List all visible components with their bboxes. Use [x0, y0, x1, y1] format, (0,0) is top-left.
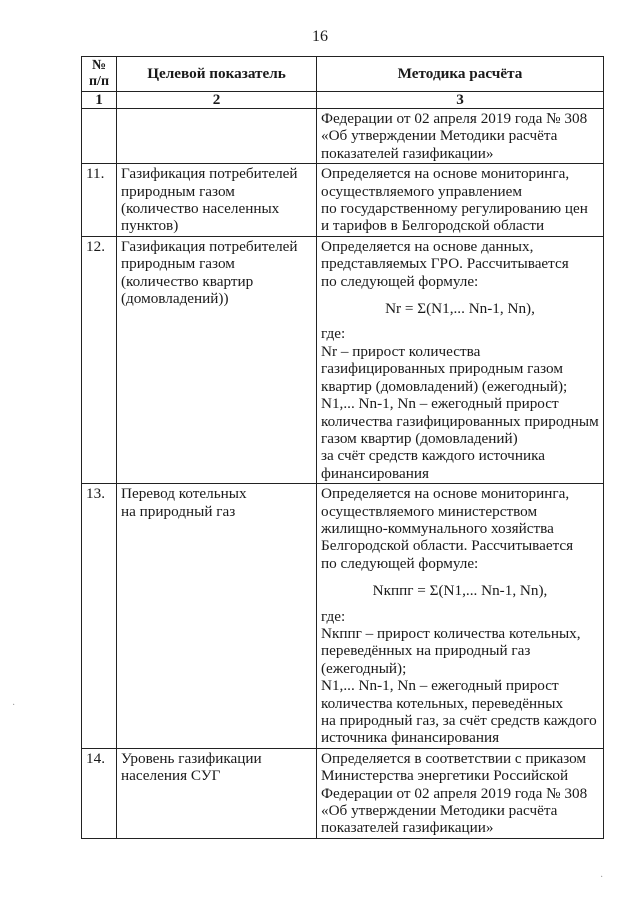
- formula: Nr = Σ(N1,... Nn-1, Nn),: [385, 300, 535, 318]
- table-row-11: [82, 164, 604, 237]
- column-number-1: 1: [82, 92, 117, 109]
- method-cell: [317, 484, 604, 749]
- indicator-cell: [117, 748, 317, 838]
- method-line: квартир (домовладений) (ежегодный);: [321, 377, 568, 395]
- method-line: Министерства энергетики Российской: [321, 767, 569, 785]
- scan-speck: ·: [12, 700, 16, 711]
- column-number-2: 2: [117, 92, 317, 109]
- method-cell: [317, 236, 604, 483]
- method-cell: [317, 748, 604, 838]
- row-number-empty: [82, 109, 117, 164]
- indicator-empty: [117, 109, 317, 164]
- method-cell: [317, 109, 604, 164]
- indicator-cell: [117, 236, 317, 483]
- method-line: Nr – прирост количества: [321, 342, 481, 360]
- indicator-line: природным газом: [121, 255, 235, 273]
- formula: Nкппг = Σ(N1,... Nn-1, Nn),: [372, 582, 548, 600]
- indicator-line: пунктов): [121, 217, 179, 235]
- method-line: «Об утверждении Методики расчёта: [321, 802, 558, 820]
- indicator-line: Уровень газификации: [121, 749, 262, 767]
- method-line: осуществляемого министерством: [321, 502, 538, 520]
- row-number: 13.: [82, 484, 117, 749]
- method-line: представляемых ГРО. Рассчитывается: [321, 255, 569, 273]
- indicator-line: Газификация потребителей: [121, 237, 298, 255]
- method-line: на природный газ, за счёт средств каждого: [321, 712, 597, 729]
- header-method: Методика расчёта: [317, 57, 604, 92]
- indicator-line: (количество населенных: [121, 200, 280, 218]
- indicator-cell: [117, 164, 317, 237]
- indicator-line: природным газом: [121, 182, 235, 200]
- scan-speck: ·: [600, 872, 604, 883]
- method-line: Определяется на основе данных,: [321, 237, 534, 255]
- indicator-line: Перевод котельных: [121, 485, 247, 503]
- method-cell: [317, 164, 604, 237]
- method-line: по следующей формуле:: [321, 272, 479, 290]
- row-number: 12.: [82, 236, 117, 483]
- method-line: газифицированных природным газом: [321, 360, 563, 378]
- table-row-14: [82, 748, 604, 838]
- method-line: Федерации от 02 апреля 2019 года № 308: [321, 110, 588, 127]
- header-indicator: Целевой показатель: [117, 57, 317, 92]
- method-line: за счёт средств каждого источника: [321, 447, 545, 465]
- method-line: (ежегодный);: [321, 659, 407, 677]
- page-number: 16: [312, 28, 328, 45]
- method-line: газом квартир (домовладений): [321, 429, 518, 447]
- method-line: осуществляемого управлением: [321, 182, 522, 200]
- row-number: 11.: [82, 164, 117, 237]
- indicator-line: Газификация потребителей: [121, 165, 298, 183]
- method-line: финансирования: [321, 464, 429, 482]
- method-line: и тарифов в Белгородской области: [321, 217, 545, 235]
- column-number-3: 3: [317, 92, 604, 109]
- method-line: «Об утверждении Методики расчёта: [321, 127, 558, 145]
- method-line: Определяется в соответствии с приказом: [321, 749, 587, 767]
- row-number: 14.: [82, 748, 117, 838]
- method-line: N1,... Nn-1, Nn – ежегодный прирост: [321, 677, 559, 695]
- indicator-line: (количество квартир: [121, 272, 254, 290]
- method-line: Определяется на основе мониторинга,: [321, 165, 570, 183]
- method-line: по государственному регулированию цен: [321, 200, 588, 218]
- indicator-line: (домовладений)): [121, 290, 229, 308]
- table-row-continuation: [82, 109, 604, 164]
- method-line: жилищно-коммунального хозяйства: [321, 519, 554, 537]
- indicators-table: [81, 56, 604, 839]
- method-line: где:: [321, 607, 346, 625]
- table-row-12: [82, 236, 604, 483]
- method-line: по следующей формуле:: [321, 554, 479, 572]
- method-line: источника финансирования: [321, 729, 500, 747]
- indicator-line: населения СУГ: [121, 767, 221, 785]
- method-line: Белгородской области. Рассчитывается: [321, 537, 574, 555]
- table-row-13: [82, 484, 604, 749]
- method-line: количества котельных, переведённых: [321, 694, 564, 712]
- method-line: Определяется на основе мониторинга,: [321, 485, 570, 503]
- method-line: где:: [321, 325, 346, 343]
- method-line: Nкппг – прирост количества котельных,: [321, 624, 581, 642]
- header-number: № п/п: [82, 57, 117, 92]
- method-line: показателей газификации»: [321, 144, 494, 162]
- method-line: Федерации от 02 апреля 2019 года № 308: [321, 784, 588, 802]
- indicator-line: на природный газ: [121, 502, 236, 520]
- table-header-row: [82, 57, 604, 92]
- method-line: переведённых на природный газ: [321, 642, 531, 660]
- indicator-cell: [117, 484, 317, 749]
- method-line: количества газифицированных природным: [321, 412, 599, 430]
- method-line: показателей газификации»: [321, 819, 494, 837]
- method-line: N1,... Nn-1, Nn – ежегодный прирост: [321, 395, 559, 413]
- column-numbers-row: [82, 92, 604, 109]
